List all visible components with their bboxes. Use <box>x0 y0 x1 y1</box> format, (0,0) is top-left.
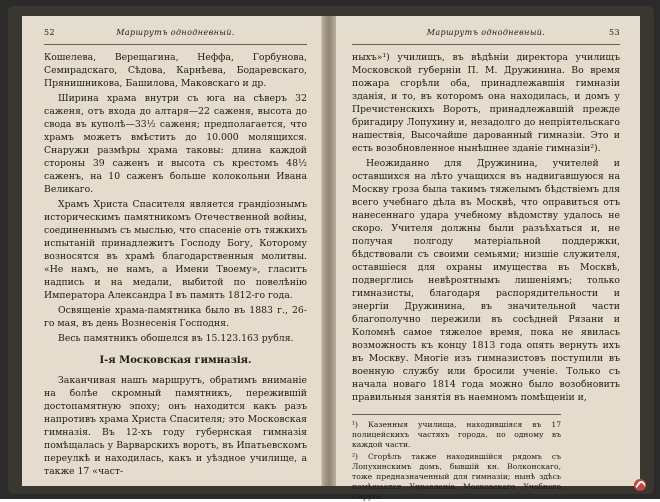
footnote: ²) Сгорѣлъ также находившійся рядомъ съ Лопухинскимъ домъ, бывшій кн. Волконскаго, тоже предназначенный для гимназіи; нынѣ здѣсь помѣщается Управленіе Московскаго Учебнаго Округа. <box>352 452 562 501</box>
right-paragraph: Неожиданно для Дружинина, учителей и оставшихся на лѣто учащихся въ надвигавшуюся на Москву гроза была такимъ тяжелымъ бѣдствіемъ для всего учебнаго дѣла въ Москвѣ, что оправиться отъ нанесеннаго удара учебному вѣдомству удалось не скоро. Учителя должны были разъѣхаться и, не получая полгоду матеріальной поддержки, бѣдствовали съ своими семьями; низшіе служителя, оставшіеся для охраны имущества въ Москвѣ, подверглись невѣроятнымъ лишеніямъ; только гимназисты, благодаря распорядительности и энергіи Дружинина, въ значительной части благополучно пережили въ сосѣдней Рязани и Коломнѣ самое тяжелое время, пока не явилась возможность къ концу 1813 года опять вернуть ихъ въ Москву. Многіе изъ гимназистовъ поступили въ военную службу или бросили ученіе. Только съ начала новаго 1814 года можно было возобновить правильныя занятія въ наемномъ помѣщеніи и, <box>352 158 620 403</box>
left-paragraph: Кошелева, Верещагина, Неффа, Горбунова, Семирадскаго, Сѣдова, Карнѣева, Бодаревскаго, Прянишникова, Башилова, Маковскаго и др. <box>44 52 307 89</box>
right-running-head: Маршрутъ однодневный. <box>426 28 546 37</box>
left-paragraph: Ширина храма внутри съ юга на сѣверъ 32 саженя, отъ входа до алтаря—22 саженя, высота до свода въ куполѣ—33½ саженя; предполагается, что храмъ можетъ вмѣстить до 10.000 молящихся. Снаружи размѣры храма таковы: длина каждой стороны 39 саженъ и высота съ крестомъ 48½ саженъ, на 10 саженъ больше колокольни Ивана Великаго. <box>44 93 307 195</box>
right-header <box>352 28 620 42</box>
section-title: I-я Московская гимназія. <box>99 355 252 366</box>
right-header-rule <box>352 44 620 45</box>
open-book <box>8 6 654 501</box>
left-running-head: Маршрутъ однодневный. <box>116 28 235 37</box>
footnote: ¹) Казенныя училища, находившіяся въ 17 полицейскихъ частяхъ города, по одному въ каждой части. <box>352 420 562 449</box>
left-paragraph: Весь памятникъ обошелся въ 15.123.163 рубля. <box>58 333 294 344</box>
pin-icon <box>634 479 646 491</box>
left-page-number: 52 <box>44 28 55 37</box>
footnotes <box>352 414 561 502</box>
left-page <box>22 16 322 486</box>
left-header-rule <box>44 44 307 45</box>
left-paragraph: Освященіе храма-памятника было въ 1883 г., 26-го мая, въ день Вознесенія Господня. <box>44 305 307 329</box>
right-page-number: 53 <box>609 28 620 37</box>
book-spine <box>322 16 336 486</box>
right-paragraph: ныхъ»¹) училищъ, въ вѣдѣніи директора училищъ Московской губерніи П. М. Дружинина. Во время пожара сгорѣли оба, принадлежавшія гимназіи зданія, и то, въ которомъ она находилась, и домъ у Пречистенскихъ Воротъ, принадлежавшій прежде бригадиру Лопухину и, незадолго до непріятельскаго нашествія, Высочайше дарованный гимназіи. Это и есть возобновленное нынѣшнее зданіе гимназіи²). <box>352 52 620 154</box>
left-header <box>44 28 307 42</box>
right-page <box>336 16 640 501</box>
section-paragraph: Заканчивая нашъ маршрутъ, обратимъ вниманіе на болѣе скромный памятникъ, пережившій достопамятную эпоху; онъ находится какъ разъ напротивъ храма Христа Спасителя; это Московская гимназія. Въ 12-хъ году губернская гимназія помѣщалась у Варварскихъ воротъ, въ Ипатьевскомъ переулкѣ и находилась, какъ и уѣздное училище, а также 17 «част- <box>44 375 307 477</box>
left-paragraph: Храмъ Христа Спасителя является грандіознымъ историческимъ памятникомъ Отечественной войны, соединеннымъ съ мыслью, что спасеніе отъ тяжкихъ испытаній принадлежитъ Господу Богу, Которому возносятся въ храмѣ благодарственныя молитвы. «Не намъ, не намъ, а Имени Твоему», гласитъ надпись и на медали, выбитой по повелѣнію Императора Александра I въ память 1812-го года. <box>44 199 307 301</box>
